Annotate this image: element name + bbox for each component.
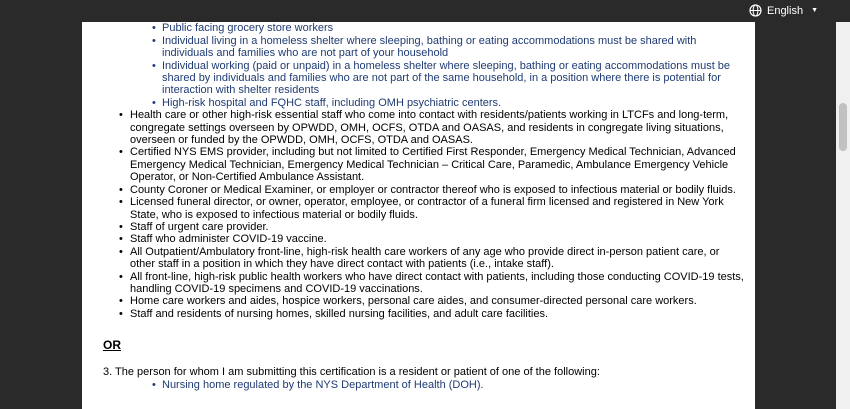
list-item: • Licensed funeral director, or owner, operator, employee, or contractor of a funeral firm licensed and registered in New York State, who is exposed to infectious material or bodily fluids. <box>82 196 755 221</box>
main-list <box>82 109 755 320</box>
document-page <box>82 0 755 409</box>
list-item: • All front-line, high-risk public health workers who have direct contact with patients, including those conducting COVID-19 tests, handling COVID-19 specimens and COVID-19 vaccinations. <box>82 271 755 296</box>
eligibility-content <box>82 10 755 391</box>
item-3-text: 3. The person for whom I am submitting this certification is a resident or patient of one of the following: <box>103 366 600 379</box>
list-item: • Individual working (paid or unpaid) in a homeless shelter where sleeping, bathing or eating accommodations must be shared by individuals and families who are not part of the same household, in a position where there is potential for interaction with shelter residents <box>82 60 755 97</box>
top-bar <box>0 0 850 22</box>
list-item: • Public facing grocery store workers <box>82 22 755 34</box>
list-item: • Staff and residents of nursing homes, skilled nursing facilities, and adult care facilities. <box>82 308 755 320</box>
list-item: • High-risk hospital and FQHC staff, including OMH psychiatric centers. <box>82 97 755 109</box>
list-item: • Certified NYS EMS provider, including but not limited to Certified First Responder, Emergency Medical Technician, Advanced Emergency Medical Technician, Emergency Medical Technician – Critical Care, Paramedic, Ambulance Emergency Vehicle Operator, or Non-Certified Ambulance Assistant. <box>82 146 755 183</box>
list-item: • All Outpatient/Ambulatory front-line, high-risk health care workers of any age who provide direct in-person patient care, or other staff in a position in which they have direct contact with patients (i.e., intake staff). <box>82 246 755 271</box>
chevron-down-icon: ▼ <box>811 7 818 14</box>
list-item: • County Coroner or Medical Examiner, or employer or contractor thereof who is exposed to infectious material or bodily fluids. <box>82 184 755 196</box>
or-heading: OR <box>103 338 121 353</box>
scrollbar-thumb[interactable] <box>839 103 847 151</box>
globe-icon <box>749 4 762 17</box>
scrollbar-track[interactable] <box>836 22 850 409</box>
list-item: • Individual living in a homeless shelter where sleeping, bathing or eating accommodations must be shared with individuals and families who are not part of your household <box>82 35 755 60</box>
list-item: • Health care or other high-risk essential staff who come into contact with residents/patients working in LTCFs and long-term, congregate settings overseen by OPWDD, OMH, OCFS, OTDA and OASAS, and residents in congregate living situations, overseen or funded by the OPWDD, OMH, OCFS, OTDA and OASAS. <box>82 109 755 146</box>
list-item: • Home care workers and aides, hospice workers, personal care aides, and consumer-directed personal care workers. <box>82 295 755 307</box>
list-item: • Staff who administer COVID-19 vaccine. <box>82 233 755 245</box>
language-selector[interactable] <box>749 4 818 17</box>
item-3-sub-list <box>82 379 755 391</box>
sub-list <box>82 22 755 109</box>
list-item: • Nursing home regulated by the NYS Department of Health (DOH). <box>82 379 755 391</box>
language-label: English <box>766 4 804 17</box>
list-item: • Staff of urgent care provider. <box>82 221 755 233</box>
